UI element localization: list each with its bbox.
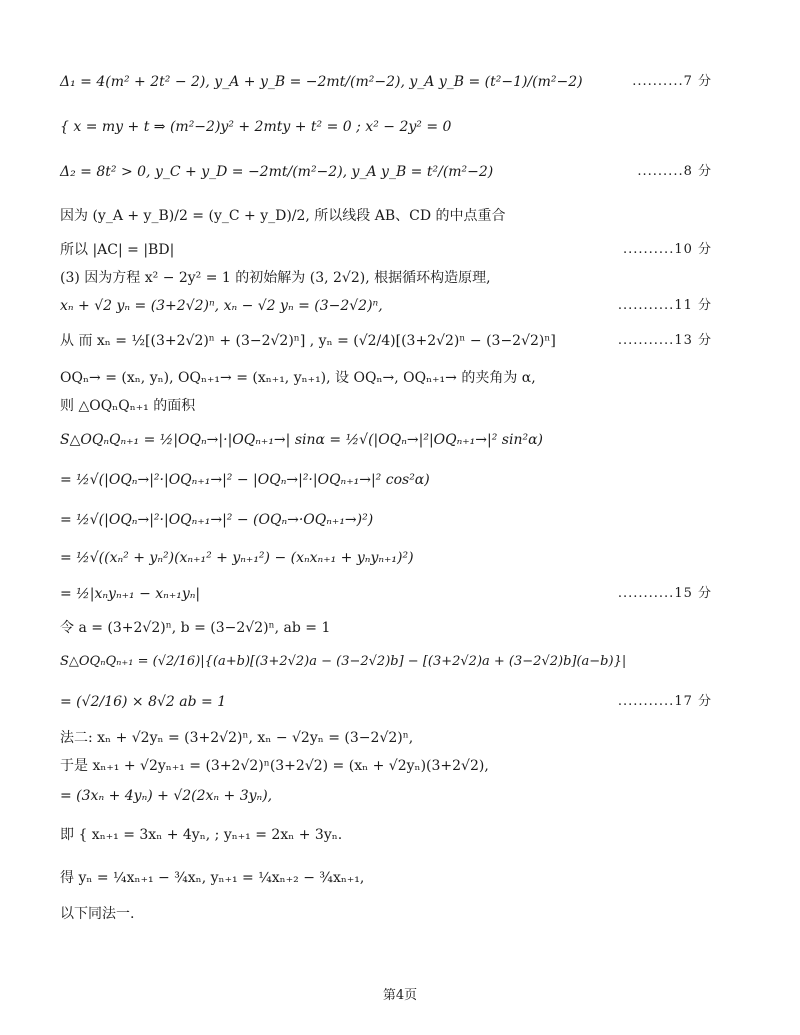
- equation-text: 得 yₙ = ¼xₙ₊₁ − ¾xₙ, yₙ₊₁ = ¼xₙ₊₂ − ¾xₙ₊₁,: [60, 870, 365, 886]
- text-line: [60, 868, 712, 888]
- score-mark: ...........17 分: [617, 694, 712, 709]
- equation-text: = (3xₙ + 4yₙ) + √2(2xₙ + 3yₙ),: [60, 788, 273, 804]
- equation-line: [60, 296, 712, 316]
- equation-text: (3) 因为方程 x² − 2y² = 1 的初始解为 (3, 2√2), 根据循环构造原理,: [60, 270, 491, 286]
- text-line: [60, 618, 712, 638]
- equation-system: [60, 117, 712, 137]
- equation-text: = ½|xₙyₙ₊₁ − xₙ₊₁yₙ|: [60, 586, 201, 602]
- text-line: [60, 396, 712, 416]
- equation-text: { x = my + t ⇒ (m²−2)y² + 2mty + t² = 0 ; x² − 2y² = 0: [60, 119, 452, 135]
- text-line: [60, 756, 712, 776]
- equation-text: 所以 |AC| = |BD|: [60, 242, 175, 258]
- score-mark: ..........7 分: [632, 74, 712, 89]
- equation-text: 令 a = (3+2√2)ⁿ, b = (3−2√2)ⁿ, ab = 1: [60, 620, 331, 636]
- equation-text: = ½√(|OQₙ→|²·|OQₙ₊₁→|² − (OQₙ→·OQₙ₊₁→)²): [60, 512, 374, 528]
- equation-text: = (√2/16) × 8√2 ab = 1: [60, 694, 227, 710]
- equation-line: [60, 786, 712, 806]
- equation-text: xₙ + √2 yₙ = (3+2√2)ⁿ, xₙ − √2 yₙ = (3−2√2)ⁿ,: [60, 298, 383, 314]
- page-number: 第4页: [382, 988, 418, 1003]
- equation-text: 以下同法一.: [60, 906, 135, 922]
- equation-line: [60, 584, 712, 604]
- equation-line: [60, 652, 712, 672]
- text-line: [60, 268, 712, 288]
- equation-system: [60, 825, 712, 845]
- equation-line: [60, 162, 712, 182]
- equation-text: OQₙ→ = (xₙ, yₙ), OQₙ₊₁→ = (xₙ₊₁, yₙ₊₁), 设 OQₙ→, OQₙ₊₁→ 的夹角为 α,: [60, 370, 536, 386]
- equation-line: [60, 72, 712, 92]
- equation-text: S△OQₙQₙ₊₁ = (√2/16)|{(a+b)[(3+2√2)a − (3−2√2)b] − [(3+2√2)a + (3−2√2)b](a−b)}|: [60, 654, 627, 669]
- equation-text: 从 而 xₙ = ½[(3+2√2)ⁿ + (3−2√2)ⁿ] , yₙ = (√2/4)[(3+2√2)ⁿ − (3−2√2)ⁿ]: [60, 333, 556, 349]
- equation-text: Δ₁ = 4(m² + 2t² − 2), y_A + y_B = −2mt/(m²−2), y_A y_B = (t²−1)/(m²−2): [60, 74, 583, 90]
- equation-line: [60, 510, 712, 530]
- score-mark: ...........11 分: [617, 298, 712, 313]
- equation-text: 则 △OQₙQₙ₊₁ 的面积: [60, 398, 196, 414]
- equation-line: [60, 331, 712, 351]
- score-mark: ..........10 分: [623, 242, 712, 257]
- text-line: [60, 206, 712, 226]
- equation-line: [60, 470, 712, 490]
- equation-text: S△OQₙQₙ₊₁ = ½|OQₙ→|·|OQₙ₊₁→| sinα = ½√(|OQₙ→|²|OQₙ₊₁→|² sin²α): [60, 432, 544, 448]
- score-mark: ...........13 分: [617, 333, 712, 348]
- equation-line: [60, 430, 712, 450]
- equation-text: 因为 (y_A + y_B)/2 = (y_C + y_D)/2, 所以线段 AB、CD 的中点重合: [60, 208, 506, 224]
- equation-text: = ½√((xₙ² + yₙ²)(xₙ₊₁² + yₙ₊₁²) − (xₙxₙ₊₁ + yₙyₙ₊₁)²): [60, 550, 414, 566]
- score-mark: ...........15 分: [617, 586, 712, 601]
- equation-text: Δ₂ = 8t² > 0, y_C + y_D = −2mt/(m²−2), y_A y_B = t²/(m²−2): [60, 164, 494, 180]
- text-line: [60, 240, 712, 260]
- equation-text: = ½√(|OQₙ→|²·|OQₙ₊₁→|² − |OQₙ→|²·|OQₙ₊₁→|² cos²α): [60, 472, 430, 488]
- text-line: [60, 728, 712, 748]
- equation-text: 即 { xₙ₊₁ = 3xₙ + 4yₙ, ; yₙ₊₁ = 2xₙ + 3yₙ.: [60, 827, 343, 843]
- equation-text: 法二: xₙ + √2yₙ = (3+2√2)ⁿ, xₙ − √2yₙ = (3−2√2)ⁿ,: [60, 730, 414, 746]
- equation-text: 于是 xₙ₊₁ + √2yₙ₊₁ = (3+2√2)ⁿ(3+2√2) = (xₙ + √2yₙ)(3+2√2),: [60, 758, 489, 774]
- text-line: [60, 368, 712, 388]
- score-mark: .........8 分: [637, 164, 712, 179]
- text-line: [60, 904, 712, 924]
- equation-line: [60, 548, 712, 568]
- equation-line: [60, 692, 712, 712]
